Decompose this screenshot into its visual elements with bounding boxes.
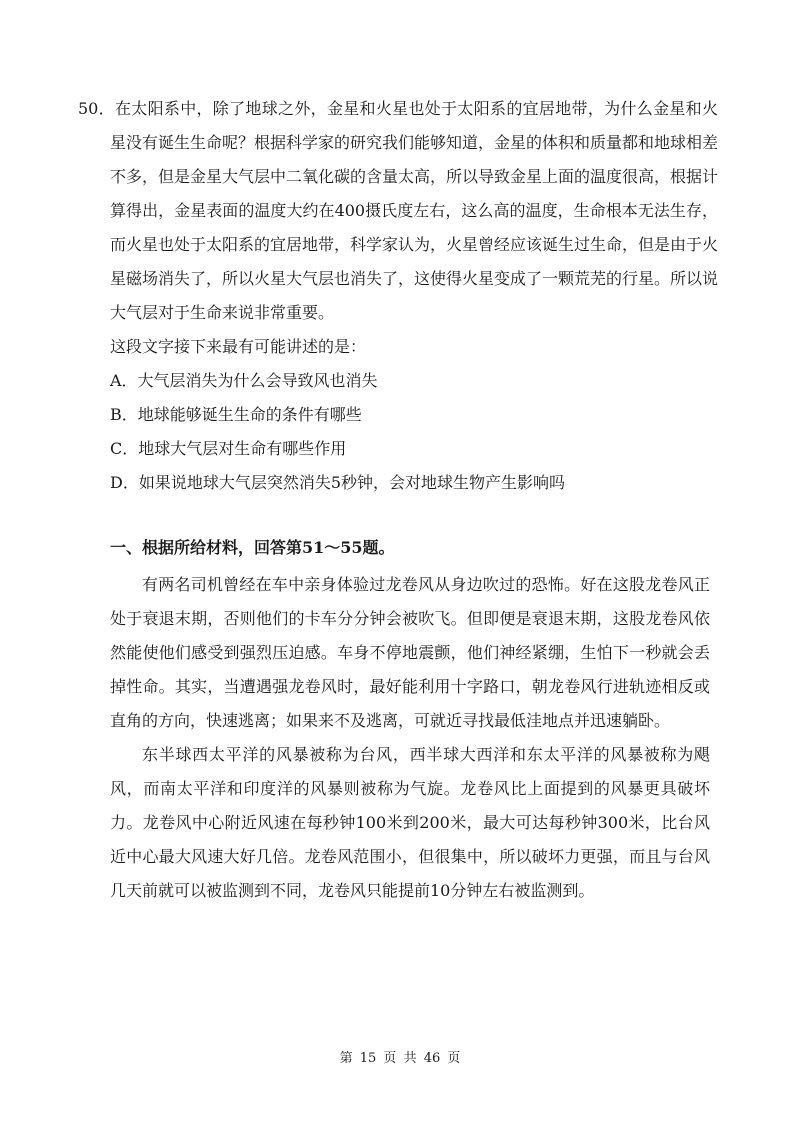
reading-section — [110, 531, 710, 908]
option-d: D．如果说地球大气层突然消失5秒钟，会对地球生物产生影响吗 — [110, 473, 566, 492]
page-number-footer: 第 15 页 共 46 页 — [339, 1051, 461, 1066]
section-title: 一、根据所给材料，回答第51～55题。 — [110, 538, 395, 557]
question-stem: 50．在太阳系中，除了地球之外，金星和火星也处于太阳系的宜居地带，为什么金星和火星没有诞生生命呢？根据科学家的研究我们能够知道，金星的体积和质量都和地球相差不多，但是金星大气层中二氧化碳的含量太高，所以导致金星上面的温度很高，根据计算得出，金星表面的温度大约在400摄氏度左右，这么高的温度，生命根本无法生存，而火星也处于太阳系的宜居地带，科学家认为，火星曾经应该诞生过生命，但是由于火星磁场消失了，所以火星大气层也消失了，这使得火星变成了一颗荒芜的行星。所以说大气层对于生命来说非常重要。 — [78, 99, 719, 322]
section-paragraph-1: 有两名司机曾经在车中亲身体验过龙卷风从身边吹过的恐怖。好在这股龙卷风正处于衰退末期，否则他们的卡车分分钟会被吹飞。但即便是衰退末期，这股龙卷风依然能使他们感受到强烈压迫感。车身不停地震颤，他们神经紧绷，生怕下一秒就会丢掉性命。其实，当遭遇强龙卷风时，最好能利用十字路口，朝龙卷风行进轨迹相反或直角的方向，快速逃离；如果来不及逃离，可就近寻找最低洼地点并迅速躺卧。 — [110, 575, 710, 730]
option-c: C．地球大气层对生命有哪些作用 — [110, 439, 347, 458]
question-50 — [78, 92, 718, 500]
section-paragraph-2: 东半球西太平洋的风暴被称为台风，西半球大西洋和东太平洋的风暴被称为飓风，而南太平洋和印度洋的风暴则被称为气旋。龙卷风比上面提到的风暴更具破坏力。龙卷风中心附近风速在每秒钟100米到200米，最大可达每秒钟300米，比台风近中心最大风速大好几倍。龙卷风范围小，但很集中，所以破坏力更强，而且与台风几天前就可以被监测到不同，龙卷风只能提前10分钟左右被监测到。 — [110, 745, 710, 900]
option-b: B．地球能够诞生生命的条件有哪些 — [110, 405, 362, 424]
question-prompt: 这段文字接下来最有可能讲述的是： — [110, 337, 367, 356]
answer-options — [78, 364, 718, 500]
option-a: A．大气层消失为什么会导致风也消失 — [110, 371, 378, 390]
